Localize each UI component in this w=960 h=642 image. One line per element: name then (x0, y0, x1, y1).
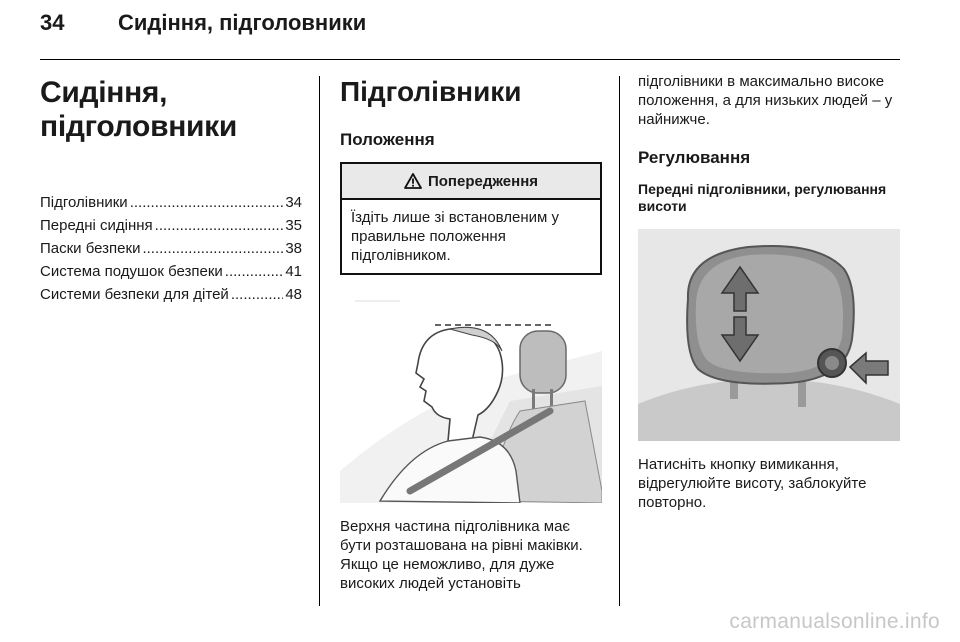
warning-title: Попередження (427, 172, 539, 190)
toc-entry-page: 34 (285, 194, 302, 211)
subsection-heading: Передні підголівники, регулювання висоти (638, 181, 887, 214)
toc-entry-page: 38 (285, 240, 302, 257)
column-divider-right (619, 76, 620, 606)
page-number: 34 (40, 10, 65, 35)
toc-entry[interactable] (40, 286, 302, 309)
toc-entry[interactable] (40, 217, 302, 240)
subsection-heading: Положення (340, 130, 435, 149)
toc-entry-label: Система подушок безпеки (40, 263, 223, 280)
toc-entry-page: 35 (285, 217, 302, 234)
toc-entry[interactable] (40, 240, 302, 263)
toc-entry[interactable] (40, 194, 302, 217)
toc-entry-label: Передні сидіння (40, 217, 153, 234)
header-rule (40, 59, 900, 60)
column-divider-left (319, 76, 320, 606)
toc-entry-page: 41 (285, 263, 302, 280)
running-header-title: Сидіння, підголовники (118, 10, 367, 35)
section-heading: Підголівники (340, 76, 522, 107)
headrest-adjustment-illustration (638, 229, 900, 441)
chapter-title (40, 76, 302, 144)
column-headrest-adjustment (638, 72, 902, 512)
illustration-caption: Верхня частина підголівника має бути розташована на рівні маківки. Якщо це неможливо, для дуже високих людей установіть (340, 518, 583, 592)
chapter-title-line1: Сидіння, (40, 76, 168, 109)
warning-header (342, 164, 600, 200)
toc-leader-dots (225, 263, 284, 280)
headrest-position-illustration (340, 291, 602, 503)
column-chapter-contents (40, 72, 302, 309)
toc-entry[interactable] (40, 263, 302, 286)
continued-text: підголівники в максимально високе положення, а для низьких людей – у найнижче. (638, 73, 893, 128)
toc-leader-dots (130, 194, 284, 211)
toc-leader-dots (155, 217, 284, 234)
section-heading: Регулювання (638, 148, 751, 167)
column-headrests-position (340, 72, 602, 593)
table-of-contents (40, 194, 302, 309)
toc-entry-label: Підголівники (40, 194, 128, 211)
warning-text: Їздіть лише зі встановленим у правильне положення підголівником. (351, 209, 560, 264)
watermark: carmanualsonline.info (729, 610, 940, 633)
chapter-title-line2: підголовники (40, 110, 238, 143)
toc-entry-label: Системи безпеки для дітей (40, 286, 229, 303)
toc-leader-dots (142, 240, 283, 257)
toc-leader-dots (231, 286, 284, 303)
toc-entry-label: Паски безпеки (40, 240, 141, 257)
toc-entry-page: 48 (285, 286, 302, 303)
warning-triangle-icon (404, 173, 422, 189)
illustration-caption: Натисніть кнопку вимикання, відрегулюйте висоту, заблокуйте повторно. (638, 456, 867, 511)
warning-box (340, 162, 602, 275)
